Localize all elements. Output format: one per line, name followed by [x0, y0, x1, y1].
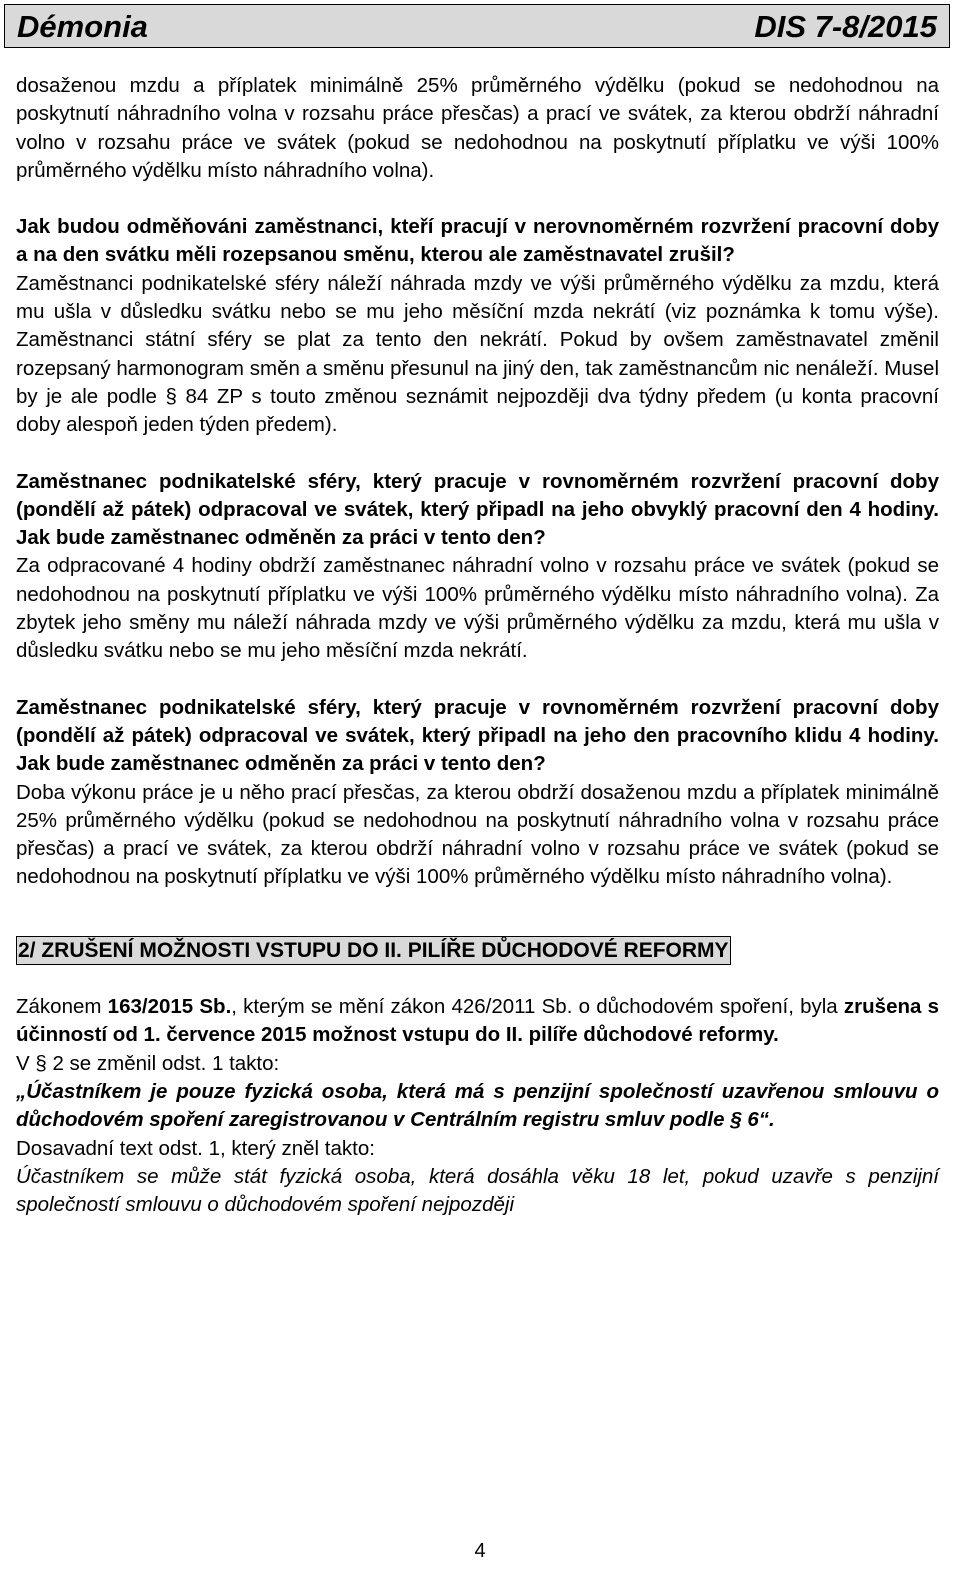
section-line-change: V § 2 se změnil odst. 1 takto: [16, 1051, 280, 1075]
answer-1: Zaměstnanci podnikatelské sféry náleží náhrada mzdy ve výši průměrného výdělku za mzdu, která mu ušla v důsledku svátku nebo se mu jeho měsíční mzda nekrátí (viz poznámka k tomu výše). Zaměstnanci státní sféry se plat za tento den nekrátí. Pokud by ovšem zaměstnavatel změnil rozepsaný harmonogram směn a směnu přesunul na jiný den, tak zaměstnancům nic nenáleží. Musel by je ale podle § 84 ZP s touto změnou seznámit nejpozději dva týdny předem (u konta pracovní doby alespoň jeden týden předem). [16, 271, 939, 437]
section-heading-wrap [16, 936, 939, 965]
answer-3: Doba výkonu práce je u něho prací přesčas, za kterou obdrží dosaženou mzdu a příplatek minimálně 25% průměrného výdělku (pokud se nedohodnou na poskytnutí náhradního volna v rozsahu práce přesčas) a prací ve svátek, za kterou obdrží náhradní volno v rozsahu práce ve svátek (pokud se nedohodnou na poskytnutí příplatku ve výši 100% průměrného výdělku místo náhradního volna). [16, 780, 939, 889]
answer-2: Za odpracované 4 hodiny obdrží zaměstnanec náhradní volno v rozsahu práce ve svátek (pokud se nedohodnou na poskytnutí příplatku ve výši 100% průměrného výdělku místo náhradního volna). Za zbytek jeho směny mu náleží náhrada mzdy ve výši průměrného výdělku za mzdu, která mu ušla v důsledku svátku nebo se mu jeho měsíční mzda nekrátí. [16, 554, 939, 663]
page-number: 4 [474, 1540, 486, 1562]
page-header [4, 4, 950, 48]
quote-new-text: „Účastníkem je pouze fyzická osoba, která má s penzijní společností uzavřenou smlouvu o důchodovém spoření zaregistrovanou v Centrálním registru smluv podle § 6“. [16, 1079, 939, 1132]
paragraph-intro: dosaženou mzdu a příplatek minimálně 25% průměrného výdělku (pokud se nedohodnou na poskytnutí náhradního volna v rozsahu práce přesčas) a prací ve svátek, za kterou obdrží náhradní volno v rozsahu práce ve svátek (pokud se nedohodnou na poskytnutí příplatku ve výši 100% průměrného výdělku místo náhradního volna). [16, 74, 939, 182]
header-issue: DIS 7-8/2015 [754, 9, 937, 44]
quote-old-text: Účastníkem se může stát fyzická osoba, která dosáhla věku 18 let, pokud uzavře s penzijní společností smlouvu o důchodovém spoření nejpozději [16, 1164, 939, 1217]
header-publisher: Démonia [17, 9, 148, 44]
section-line-previous: Dosavadní text odst. 1, který zněl takto: [16, 1136, 375, 1160]
question-3: Zaměstnanec podnikatelské sféry, který pracuje v rovnoměrném rozvržení pracovní doby (pondělí až pátek) odpracoval ve svátek, který připadl na jeho den pracovního klidu 4 hodiny. Jak bude zaměstnanec odměněn za práci v tento den? [16, 695, 939, 776]
document-body [16, 72, 939, 1219]
section-heading: 2/ ZRUŠENÍ MOŽNOSTI VSTUPU DO II. PILÍŘE DŮCHODOVÉ REFORMY [16, 936, 731, 965]
section-paragraph: Zákonem 163/2015 Sb., kterým se mění zákon 426/2011 Sb. o důchodovém spoření, byla zrušena s účinností od 1. července 2015 možnost vstupu do II. pilíře důchodové reformy. [16, 995, 940, 1047]
question-2: Zaměstnanec podnikatelské sféry, který pracuje v rovnoměrném rozvržení pracovní doby (pondělí až pátek) odpracoval ve svátek, který připadl na jeho obvyklý pracovní den 4 hodiny. Jak bude zaměstnanec odměněn za práci v tento den? [16, 469, 939, 550]
question-1: Jak budou odměňováni zaměstnanci, kteří pracují v nerovnoměrném rozvržení pracovní doby a na den svátku měli rozepsanou směnu, kterou ale zaměstnavatel zrušil? [16, 215, 939, 267]
